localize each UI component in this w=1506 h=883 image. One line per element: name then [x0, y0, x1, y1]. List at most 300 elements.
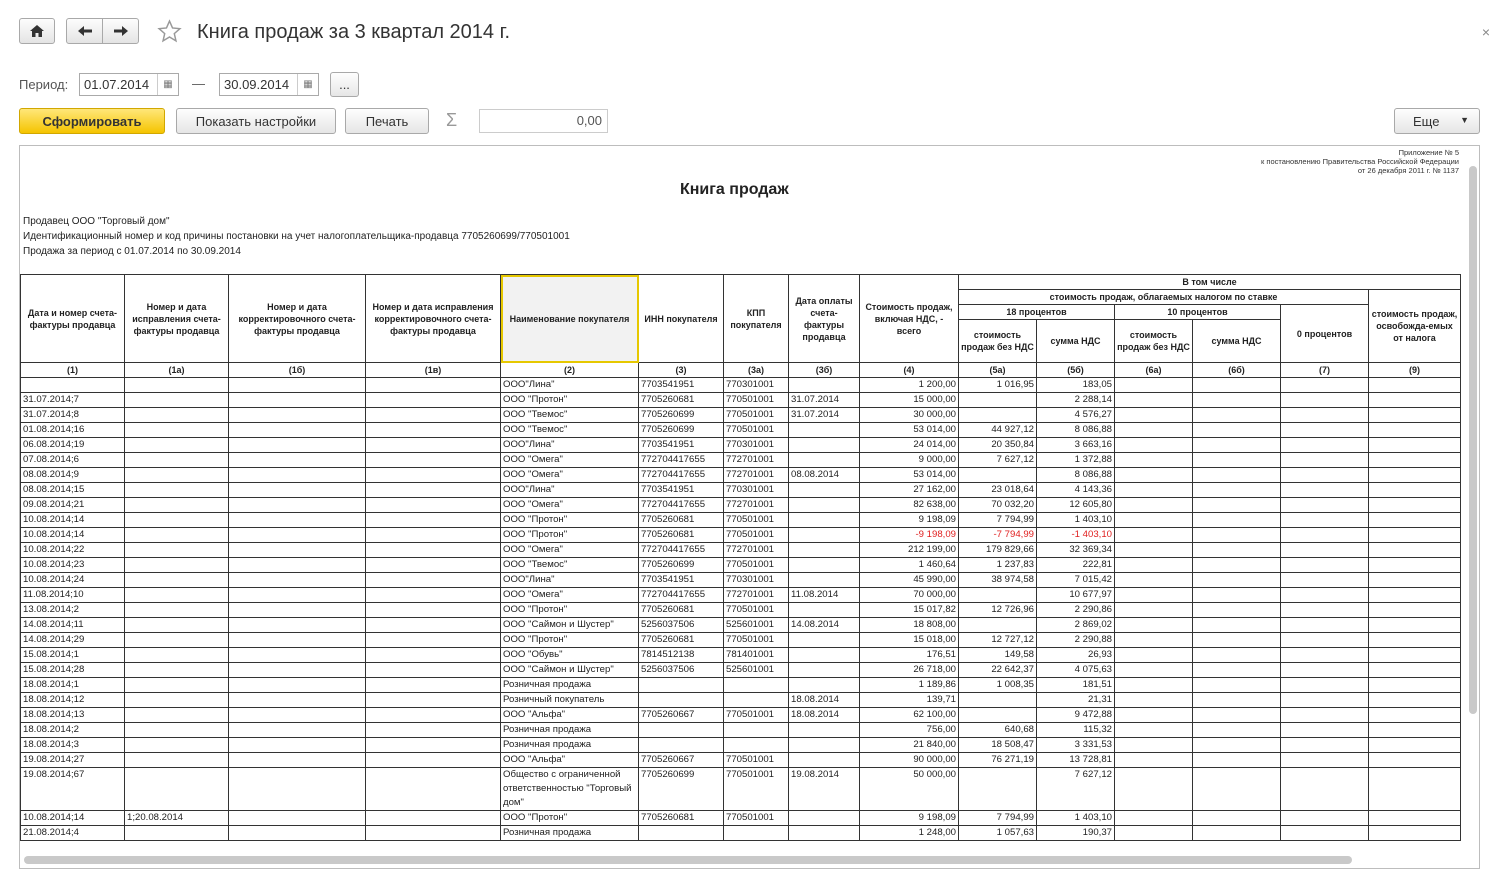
favorite-star-icon[interactable] [157, 19, 182, 49]
table-cell[interactable] [1369, 393, 1461, 408]
table-cell[interactable]: 13.08.2014;2 [21, 603, 125, 618]
table-cell[interactable] [229, 768, 366, 811]
table-cell[interactable]: 7 015,42 [1037, 573, 1115, 588]
table-cell[interactable] [366, 588, 501, 603]
table-cell[interactable]: ООО "Протон" [501, 513, 639, 528]
table-cell[interactable]: 62 100,00 [860, 708, 959, 723]
table-cell[interactable] [724, 678, 789, 693]
table-cell[interactable]: 1;20.08.2014 [125, 811, 229, 826]
table-cell[interactable]: ООО"Лина" [501, 438, 639, 453]
table-cell[interactable] [1193, 618, 1281, 633]
table-cell[interactable]: 7703541951 [639, 378, 724, 393]
table-cell[interactable]: 7703541951 [639, 483, 724, 498]
table-cell[interactable]: 15.08.2014;28 [21, 663, 125, 678]
table-cell[interactable] [1369, 618, 1461, 633]
table-cell[interactable]: 4 576,27 [1037, 408, 1115, 423]
table-cell[interactable]: 10.08.2014;22 [21, 543, 125, 558]
table-row[interactable] [21, 811, 1461, 826]
table-cell[interactable]: 10.08.2014;14 [21, 811, 125, 826]
table-cell[interactable] [229, 468, 366, 483]
table-cell[interactable] [229, 543, 366, 558]
table-cell[interactable] [125, 378, 229, 393]
table-cell[interactable]: 770301001 [724, 573, 789, 588]
table-cell[interactable]: 18 508,47 [959, 738, 1037, 753]
table-cell[interactable]: 1 403,10 [1037, 513, 1115, 528]
table-cell[interactable] [789, 753, 860, 768]
table-cell[interactable]: 183,05 [1037, 378, 1115, 393]
table-cell[interactable] [1281, 708, 1369, 723]
table-cell[interactable] [366, 558, 501, 573]
table-cell[interactable]: 8 086,88 [1037, 468, 1115, 483]
table-cell[interactable] [1281, 768, 1369, 811]
table-cell[interactable] [125, 738, 229, 753]
table-row[interactable] [21, 693, 1461, 708]
table-cell[interactable]: 1 016,95 [959, 378, 1037, 393]
table-cell[interactable] [1369, 738, 1461, 753]
table-cell[interactable] [724, 693, 789, 708]
table-cell[interactable]: 26 718,00 [860, 663, 959, 678]
table-cell[interactable] [1193, 513, 1281, 528]
header-c2[interactable]: Наименование покупателя [501, 275, 639, 363]
table-cell[interactable] [125, 453, 229, 468]
table-row[interactable] [21, 648, 1461, 663]
table-row[interactable] [21, 378, 1461, 393]
table-cell[interactable] [125, 408, 229, 423]
table-cell[interactable]: 2 288,14 [1037, 393, 1115, 408]
table-cell[interactable]: 11.08.2014;10 [21, 588, 125, 603]
table-cell[interactable] [1193, 483, 1281, 498]
table-cell[interactable] [789, 811, 860, 826]
table-cell[interactable] [789, 663, 860, 678]
table-cell[interactable]: 5256037506 [639, 663, 724, 678]
table-cell[interactable] [1369, 663, 1461, 678]
table-cell[interactable]: 18.08.2014;2 [21, 723, 125, 738]
table-cell[interactable] [1281, 453, 1369, 468]
table-cell[interactable]: 756,00 [860, 723, 959, 738]
table-cell[interactable] [1115, 663, 1193, 678]
table-cell[interactable] [1281, 618, 1369, 633]
table-row[interactable] [21, 498, 1461, 513]
table-cell[interactable] [1281, 693, 1369, 708]
table-cell[interactable] [1193, 438, 1281, 453]
table-cell[interactable]: 4 075,63 [1037, 663, 1115, 678]
table-cell[interactable]: 772704417655 [639, 588, 724, 603]
table-cell[interactable] [1369, 378, 1461, 393]
table-row[interactable] [21, 633, 1461, 648]
table-cell[interactable]: 7705260667 [639, 708, 724, 723]
table-cell[interactable]: 190,37 [1037, 826, 1115, 841]
table-cell[interactable] [1193, 648, 1281, 663]
calendar-icon[interactable]: ▦ [157, 74, 178, 95]
table-cell[interactable] [1193, 663, 1281, 678]
table-cell[interactable] [1115, 468, 1193, 483]
table-cell[interactable]: ООО "Твемос" [501, 423, 639, 438]
home-button[interactable] [19, 18, 55, 44]
table-cell[interactable] [1115, 738, 1193, 753]
table-cell[interactable] [1115, 603, 1193, 618]
table-cell[interactable]: 7705260699 [639, 423, 724, 438]
table-cell[interactable] [125, 603, 229, 618]
table-cell[interactable]: ООО "Твемос" [501, 558, 639, 573]
table-cell[interactable]: Розничная продажа [501, 678, 639, 693]
table-cell[interactable]: 7705260681 [639, 633, 724, 648]
table-cell[interactable] [1281, 738, 1369, 753]
table-cell[interactable]: 50 000,00 [860, 768, 959, 811]
table-cell[interactable] [789, 633, 860, 648]
table-row[interactable] [21, 483, 1461, 498]
table-cell[interactable]: 15 017,82 [860, 603, 959, 618]
table-cell[interactable]: 12 726,96 [959, 603, 1037, 618]
table-cell[interactable] [229, 603, 366, 618]
table-cell[interactable]: 640,68 [959, 723, 1037, 738]
table-cell[interactable] [639, 678, 724, 693]
table-cell[interactable]: ООО "Омега" [501, 588, 639, 603]
table-cell[interactable] [1281, 513, 1369, 528]
table-cell[interactable] [366, 438, 501, 453]
table-cell[interactable]: 7705260667 [639, 753, 724, 768]
table-cell[interactable] [125, 438, 229, 453]
table-cell[interactable]: 21 840,00 [860, 738, 959, 753]
table-cell[interactable] [639, 738, 724, 753]
table-cell[interactable]: 12 727,12 [959, 633, 1037, 648]
table-cell[interactable] [1281, 588, 1369, 603]
table-cell[interactable]: 82 638,00 [860, 498, 959, 513]
table-cell[interactable] [724, 738, 789, 753]
table-cell[interactable] [639, 826, 724, 841]
table-cell[interactable] [229, 393, 366, 408]
table-cell[interactable]: 525601001 [724, 663, 789, 678]
table-cell[interactable] [1115, 588, 1193, 603]
table-cell[interactable]: 44 927,12 [959, 423, 1037, 438]
table-cell[interactable] [229, 826, 366, 841]
table-cell[interactable] [789, 423, 860, 438]
forward-button[interactable] [102, 18, 139, 44]
table-cell[interactable]: 770501001 [724, 423, 789, 438]
table-cell[interactable]: ООО"Лина" [501, 573, 639, 588]
table-cell[interactable] [229, 513, 366, 528]
table-cell[interactable] [366, 453, 501, 468]
table-cell[interactable] [125, 528, 229, 543]
table-cell[interactable] [1281, 558, 1369, 573]
table-cell[interactable]: 7705260681 [639, 393, 724, 408]
table-cell[interactable] [229, 678, 366, 693]
table-row[interactable] [21, 573, 1461, 588]
table-cell[interactable]: 70 032,20 [959, 498, 1037, 513]
table-cell[interactable]: 76 271,19 [959, 753, 1037, 768]
table-cell[interactable] [1281, 663, 1369, 678]
table-cell[interactable] [1193, 753, 1281, 768]
table-cell[interactable] [125, 768, 229, 811]
table-cell[interactable] [125, 693, 229, 708]
table-cell[interactable]: 7 794,99 [959, 811, 1037, 826]
table-cell[interactable]: 1 237,83 [959, 558, 1037, 573]
table-cell[interactable] [366, 708, 501, 723]
table-cell[interactable]: 07.08.2014;6 [21, 453, 125, 468]
table-cell[interactable]: 770501001 [724, 603, 789, 618]
table-cell[interactable] [1193, 693, 1281, 708]
table-row[interactable] [21, 753, 1461, 768]
table-cell[interactable]: 10.08.2014;24 [21, 573, 125, 588]
table-cell[interactable] [1193, 393, 1281, 408]
table-cell[interactable] [366, 543, 501, 558]
table-cell[interactable] [1281, 573, 1369, 588]
table-cell[interactable] [1193, 603, 1281, 618]
table-cell[interactable] [1281, 678, 1369, 693]
table-cell[interactable] [789, 498, 860, 513]
table-row[interactable] [21, 738, 1461, 753]
table-cell[interactable]: 70 000,00 [860, 588, 959, 603]
table-cell[interactable] [789, 543, 860, 558]
table-cell[interactable] [789, 738, 860, 753]
table-cell[interactable]: 772701001 [724, 543, 789, 558]
table-cell[interactable]: 772704417655 [639, 453, 724, 468]
table-cell[interactable] [1369, 693, 1461, 708]
table-cell[interactable] [229, 618, 366, 633]
back-button[interactable] [66, 18, 103, 44]
table-cell[interactable]: 26,93 [1037, 648, 1115, 663]
table-cell[interactable]: -9 198,09 [860, 528, 959, 543]
table-cell[interactable]: 32 369,34 [1037, 543, 1115, 558]
table-cell[interactable]: 772704417655 [639, 498, 724, 513]
table-row[interactable] [21, 678, 1461, 693]
table-row[interactable] [21, 543, 1461, 558]
table-cell[interactable]: 38 974,58 [959, 573, 1037, 588]
table-cell[interactable]: 770301001 [724, 378, 789, 393]
table-cell[interactable] [1193, 423, 1281, 438]
table-row[interactable] [21, 528, 1461, 543]
table-cell[interactable] [366, 393, 501, 408]
table-row[interactable] [21, 453, 1461, 468]
table-cell[interactable]: 770501001 [724, 528, 789, 543]
table-cell[interactable]: 9 198,09 [860, 513, 959, 528]
table-cell[interactable] [1281, 498, 1369, 513]
table-cell[interactable] [1115, 811, 1193, 826]
table-row[interactable] [21, 513, 1461, 528]
table-cell[interactable]: 176,51 [860, 648, 959, 663]
table-cell[interactable]: 14.08.2014 [789, 618, 860, 633]
table-cell[interactable]: ООО "Протон" [501, 393, 639, 408]
table-cell[interactable]: 149,58 [959, 648, 1037, 663]
table-cell[interactable] [1115, 438, 1193, 453]
table-cell[interactable] [1115, 693, 1193, 708]
table-cell[interactable] [1193, 738, 1281, 753]
table-cell[interactable]: 90 000,00 [860, 753, 959, 768]
table-cell[interactable]: 06.08.2014;19 [21, 438, 125, 453]
table-cell[interactable]: Розничный покупатель [501, 693, 639, 708]
table-row[interactable] [21, 708, 1461, 723]
table-cell[interactable] [229, 498, 366, 513]
table-cell[interactable] [959, 393, 1037, 408]
table-cell[interactable] [1369, 543, 1461, 558]
horizontal-scrollbar[interactable] [24, 856, 1352, 864]
date-from-input[interactable] [79, 73, 179, 96]
table-cell[interactable] [366, 513, 501, 528]
table-cell[interactable] [229, 438, 366, 453]
table-cell[interactable] [1281, 648, 1369, 663]
table-cell[interactable] [1281, 393, 1369, 408]
table-cell[interactable]: 30 000,00 [860, 408, 959, 423]
table-cell[interactable] [1369, 753, 1461, 768]
table-cell[interactable]: 1 189,86 [860, 678, 959, 693]
table-cell[interactable]: ООО "Омега" [501, 468, 639, 483]
table-cell[interactable] [1115, 513, 1193, 528]
table-cell[interactable] [1281, 826, 1369, 841]
table-cell[interactable] [1115, 483, 1193, 498]
table-cell[interactable] [1115, 768, 1193, 811]
table-cell[interactable] [229, 708, 366, 723]
table-cell[interactable]: 1 372,88 [1037, 453, 1115, 468]
table-cell[interactable] [1369, 573, 1461, 588]
table-cell[interactable]: -1 403,10 [1037, 528, 1115, 543]
table-cell[interactable] [229, 588, 366, 603]
table-cell[interactable] [1281, 633, 1369, 648]
table-cell[interactable]: 781401001 [724, 648, 789, 663]
table-cell[interactable]: 7705260699 [639, 408, 724, 423]
table-cell[interactable] [639, 723, 724, 738]
table-cell[interactable] [366, 693, 501, 708]
table-cell[interactable] [1193, 408, 1281, 423]
table-cell[interactable]: 24 014,00 [860, 438, 959, 453]
table-cell[interactable]: 770501001 [724, 768, 789, 811]
table-cell[interactable]: 15.08.2014;1 [21, 648, 125, 663]
table-cell[interactable]: 9 198,09 [860, 811, 959, 826]
table-cell[interactable] [1281, 378, 1369, 393]
table-cell[interactable] [125, 618, 229, 633]
table-cell[interactable] [229, 648, 366, 663]
table-cell[interactable]: ООО"Лина" [501, 378, 639, 393]
table-cell[interactable]: 20 350,84 [959, 438, 1037, 453]
table-cell[interactable]: 18 808,00 [860, 618, 959, 633]
table-cell[interactable]: 7705260681 [639, 513, 724, 528]
table-cell[interactable]: 31.07.2014;7 [21, 393, 125, 408]
table-cell[interactable] [959, 468, 1037, 483]
table-cell[interactable]: 19.08.2014;27 [21, 753, 125, 768]
table-cell[interactable] [229, 453, 366, 468]
table-cell[interactable]: 13 728,81 [1037, 753, 1115, 768]
table-cell[interactable] [789, 483, 860, 498]
table-cell[interactable]: 772704417655 [639, 468, 724, 483]
table-row[interactable] [21, 826, 1461, 841]
table-cell[interactable]: 15 000,00 [860, 393, 959, 408]
table-cell[interactable] [1193, 708, 1281, 723]
table-cell[interactable] [1193, 453, 1281, 468]
table-cell[interactable] [125, 468, 229, 483]
table-cell[interactable] [229, 558, 366, 573]
table-cell[interactable] [1369, 768, 1461, 811]
table-cell[interactable] [1369, 558, 1461, 573]
table-cell[interactable]: 19.08.2014 [789, 768, 860, 811]
table-cell[interactable] [366, 678, 501, 693]
table-cell[interactable]: 772701001 [724, 498, 789, 513]
table-cell[interactable]: 14.08.2014;11 [21, 618, 125, 633]
table-cell[interactable]: 2 290,86 [1037, 603, 1115, 618]
table-cell[interactable] [1369, 678, 1461, 693]
table-cell[interactable]: ООО "Обувь" [501, 648, 639, 663]
table-cell[interactable]: Розничная продажа [501, 723, 639, 738]
table-cell[interactable]: 772704417655 [639, 543, 724, 558]
vertical-scrollbar[interactable] [1469, 166, 1477, 714]
table-cell[interactable] [366, 603, 501, 618]
table-cell[interactable] [229, 408, 366, 423]
table-cell[interactable]: 08.08.2014;15 [21, 483, 125, 498]
table-cell[interactable]: 139,71 [860, 693, 959, 708]
table-cell[interactable] [125, 393, 229, 408]
table-cell[interactable] [1281, 723, 1369, 738]
table-cell[interactable] [1369, 453, 1461, 468]
table-cell[interactable]: ООО"Лина" [501, 483, 639, 498]
table-cell[interactable] [789, 378, 860, 393]
table-cell[interactable] [229, 753, 366, 768]
table-cell[interactable] [959, 693, 1037, 708]
table-cell[interactable]: 770501001 [724, 633, 789, 648]
show-settings-button[interactable]: Показать настройки [176, 108, 336, 134]
table-cell[interactable]: 18.08.2014;1 [21, 678, 125, 693]
table-cell[interactable] [125, 558, 229, 573]
table-cell[interactable]: 8 086,88 [1037, 423, 1115, 438]
table-cell[interactable] [1193, 723, 1281, 738]
table-cell[interactable] [1115, 408, 1193, 423]
table-cell[interactable] [1115, 498, 1193, 513]
table-cell[interactable]: 15 018,00 [860, 633, 959, 648]
table-cell[interactable]: 222,81 [1037, 558, 1115, 573]
table-cell[interactable]: ООО "Протон" [501, 811, 639, 826]
table-cell[interactable]: 7703541951 [639, 438, 724, 453]
table-cell[interactable] [1115, 618, 1193, 633]
table-cell[interactable] [1115, 453, 1193, 468]
table-cell[interactable] [1115, 543, 1193, 558]
table-cell[interactable]: 7705260681 [639, 811, 724, 826]
table-cell[interactable] [366, 408, 501, 423]
table-cell[interactable]: 01.08.2014;16 [21, 423, 125, 438]
table-cell[interactable] [1281, 483, 1369, 498]
table-row[interactable] [21, 768, 1461, 811]
table-cell[interactable]: 7705260681 [639, 528, 724, 543]
table-cell[interactable]: 10.08.2014;14 [21, 513, 125, 528]
table-cell[interactable] [125, 483, 229, 498]
table-cell[interactable]: 212 199,00 [860, 543, 959, 558]
table-cell[interactable]: 11.08.2014 [789, 588, 860, 603]
table-cell[interactable]: 18.08.2014;3 [21, 738, 125, 753]
table-cell[interactable] [1193, 811, 1281, 826]
table-row[interactable] [21, 723, 1461, 738]
table-cell[interactable] [366, 768, 501, 811]
table-cell[interactable] [1281, 603, 1369, 618]
table-cell[interactable] [789, 528, 860, 543]
table-cell[interactable] [1115, 648, 1193, 663]
table-cell[interactable] [789, 723, 860, 738]
table-cell[interactable]: 10.08.2014;23 [21, 558, 125, 573]
table-cell[interactable] [1115, 723, 1193, 738]
table-cell[interactable] [366, 826, 501, 841]
table-cell[interactable] [1369, 826, 1461, 841]
table-cell[interactable] [125, 826, 229, 841]
table-cell[interactable] [1281, 528, 1369, 543]
table-cell[interactable]: 21.08.2014;4 [21, 826, 125, 841]
table-cell[interactable] [366, 811, 501, 826]
table-cell[interactable] [1369, 408, 1461, 423]
table-cell[interactable]: ООО "Саймон и Шустер" [501, 663, 639, 678]
table-cell[interactable] [1369, 633, 1461, 648]
table-cell[interactable] [1193, 678, 1281, 693]
table-cell[interactable] [229, 633, 366, 648]
table-cell[interactable]: 179 829,66 [959, 543, 1037, 558]
table-cell[interactable]: 2 869,02 [1037, 618, 1115, 633]
table-cell[interactable]: 7705260681 [639, 603, 724, 618]
table-cell[interactable] [1369, 708, 1461, 723]
table-cell[interactable] [125, 663, 229, 678]
table-cell[interactable]: 770501001 [724, 708, 789, 723]
close-icon[interactable]: × [1481, 24, 1490, 40]
